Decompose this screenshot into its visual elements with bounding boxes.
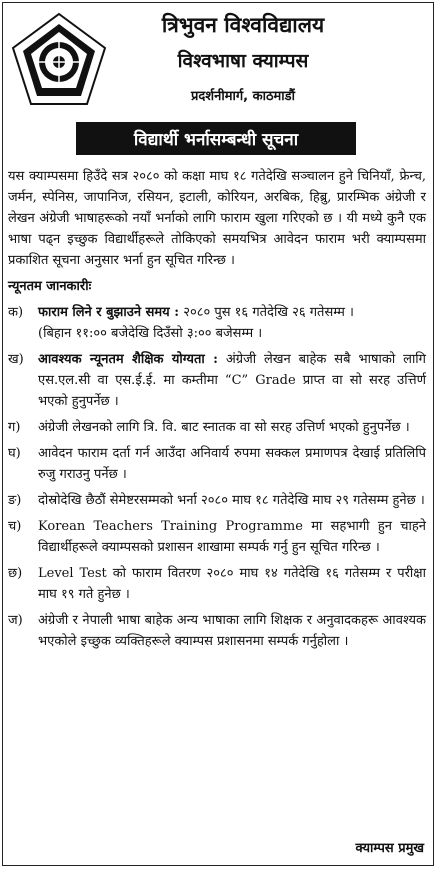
item-marker: च)	[8, 519, 22, 534]
list-item	[8, 490, 426, 511]
item-text: अंग्रेजी लेखन बाहेक सबै भाषाको लागि एस.एल.सी वा एस.ई.ई. मा कम्तीमा “C” Grade प्राप्त वा सो सरह उत्तिर्ण भएको हुनुपर्नेछ ।	[38, 352, 426, 409]
item-marker: छ)	[8, 566, 23, 581]
item-marker: ङ)	[8, 493, 22, 508]
list-item	[8, 349, 426, 412]
university-name: त्रिभुवन विश्वविद्यालय	[161, 12, 325, 37]
item-extra: (बिहान ११:०० बजेदेखि दिउँसो ३:०० बजेसम्म ।	[38, 326, 263, 341]
list-item	[8, 516, 426, 558]
item-marker: ग)	[8, 420, 21, 435]
list-item	[8, 417, 426, 438]
campus-name: विश्वभाषा क्याम्पस	[177, 50, 309, 72]
list-item	[8, 610, 426, 652]
notice-title: विद्यार्थी भर्नासम्बन्धी सूचना	[77, 123, 355, 154]
item-bold: आवश्यक न्यूनतम शैक्षिक योग्यता :	[38, 352, 218, 367]
signature-campus-chief: क्याम्पस प्रमुख	[355, 841, 424, 856]
notice-body	[8, 166, 426, 652]
item-text: Korean Teachers Training Programme मा सहभागी हुन चाहने विद्यार्थीहरूले क्याम्पसको प्रशासन शाखामा सम्पर्क गर्नु हुन सूचित गरिन्छ ।	[38, 519, 426, 555]
item-text: दोस्रोदेखि छैठौं सेमेष्टरसम्मको भर्ना २०८० माघ १८ गतेदेखि माघ २९ गतेसम्म हुनेछ ।	[38, 493, 425, 508]
item-text: आवेदन फाराम दर्ता गर्न आउँदा अनिवार्य रुपमा सक्कल प्रमाणपत्र देखाई प्रतिलिपि रुजु गराउनु पर्नेछ ।	[38, 446, 426, 482]
item-text: अंग्रेजी लेखनको लागि त्रि. वि. बाट स्नातक वा सो सरह उत्तिर्ण भएको हुनुपर्नेछ ।	[38, 420, 410, 435]
item-marker: ख)	[8, 352, 24, 367]
item-text: २०८० पुस १६ गतेदेखि २६ गतेसम्म ।	[179, 305, 354, 320]
list-item	[8, 302, 426, 344]
list-item	[8, 443, 426, 485]
requirement-list	[8, 302, 426, 652]
item-bold: फाराम लिने र बुझाउने समय :	[38, 305, 180, 320]
intro-paragraph: यस क्याम्पसमा हिउँदे सत्र २०८० को कक्षा माघ १८ गतेदेखि सञ्चालन हुने चिनियाँ, फ्रेन्च, जर्मन, स्पेनिस, जापानिज, रसियन, इटाली, कोरियन, अरबिक, हिब्रु, प्रारम्भिक अंग्रेजी र लेखन अंग्रेजी भाषाहरूको नयाँ भर्नाको लागि फाराम खुला गरिएको छ । यी मध्ये कुनै एक भाषा पढ्न इच्छुक विद्यार्थीहरूले तोकिएको समयभित्र आवेदन फाराम भरी क्याम्पसमा प्रकाशित सूचना अनुसार भर्ना हुन सूचित गरिन्छ ।	[8, 169, 426, 268]
list-item	[8, 563, 426, 605]
item-marker: घ)	[8, 446, 21, 461]
min-info-heading: न्यूनतम जानकारीः	[8, 279, 92, 294]
university-logo-icon	[5, 10, 113, 110]
item-marker: ज)	[8, 613, 23, 628]
campus-address: प्रदर्शनीमार्ग, काठमाडौं	[190, 89, 295, 104]
item-text: Level Test को फाराम वितरण २०८० माघ १४ गतेदेखि १६ गतेसम्म र परीक्षा माघ १९ गते हुनेछ ।	[38, 566, 426, 602]
item-marker: क)	[8, 305, 24, 320]
item-text: अंग्रेजी र नेपाली भाषा बाहेक अन्य भाषाका लागि शिक्षक र अनुवादकहरू आवश्यक भएकोले इच्छुक व्यक्तिहरूले क्याम्पस प्रशासनमा सम्पर्क गर्नुहोला ।	[38, 613, 426, 649]
